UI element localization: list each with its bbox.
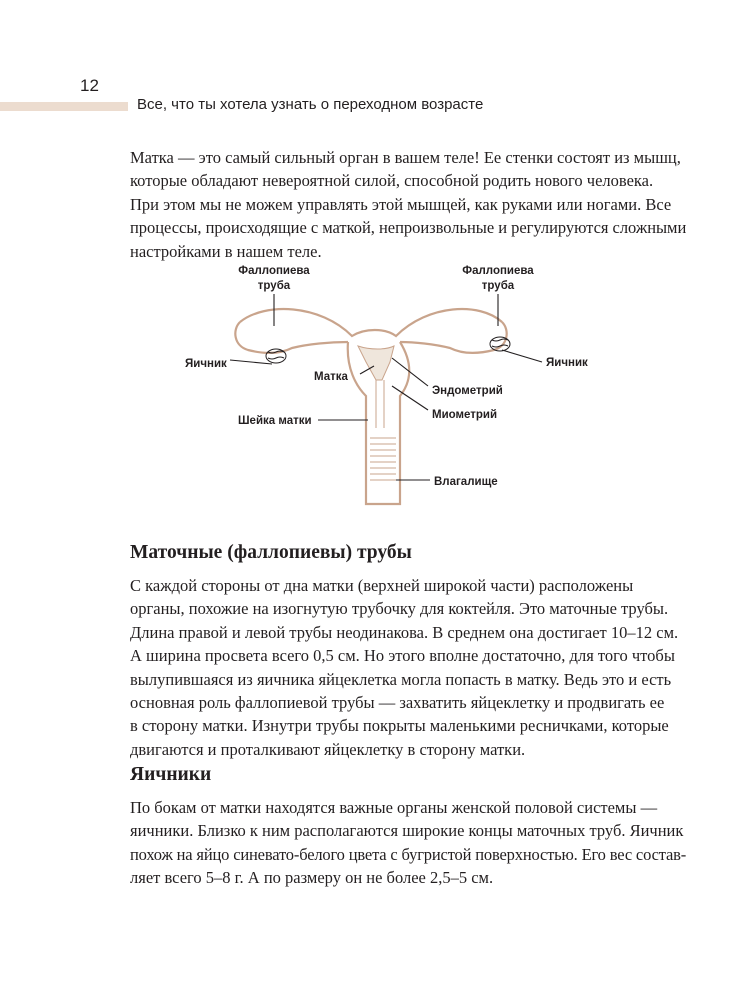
tubes-paragraph — [130, 574, 686, 761]
text-line: Длина правой и левой трубы неодинакова. В среднем она достигает 10–12 см. — [130, 622, 679, 642]
vagina-rugae — [370, 438, 396, 480]
ovaries-paragraph — [130, 796, 686, 890]
label-tube-left-1: Фаллопиева — [238, 265, 310, 277]
text-line: в сторону матки. Изнутри трубы покрыты маленькими ресничками, которые — [130, 716, 669, 736]
label-myometrium: Миометрий — [432, 409, 498, 421]
text-line: ляет всего 5–8 г. А по размеру он не более 2,5–5 см. — [130, 868, 494, 888]
uterus-outline — [235, 309, 506, 504]
text-line: двигаются и проталкивают яйцеклетку в сторону матки. — [130, 739, 526, 759]
text-line: настройками в нашем теле. — [130, 241, 322, 261]
tubes-heading: Маточные (фаллопиевы) трубы — [130, 542, 412, 563]
endometrium-shape — [358, 346, 394, 380]
page-number: 12 — [80, 76, 99, 95]
text-line: С каждой стороны от дна матки (верхней широкой части) расположены — [130, 576, 634, 595]
text-line: органы, похожие на изогнутую трубочку для коктейля. Это маточные трубы. — [130, 599, 669, 619]
label-tube-left-2: труба — [257, 280, 291, 292]
text-line: основная роль фаллопиевой трубы — захватить яйцеклетку и продвигать ее — [130, 693, 665, 713]
text-line: вылупившаяся из яичника яйцеклетка могла попасть в матку. Ведь это и есть — [130, 669, 672, 689]
ovaries-heading: Яичники — [130, 764, 212, 785]
label-uterus: Матка — [314, 371, 348, 383]
cervix-canal — [376, 380, 384, 428]
text-line: яичники. Близко к ним располагаются широкие концы маточных труб. Яичник — [130, 821, 684, 841]
text-line: которые обладают невероятной силой, способной родить нового человека. — [130, 171, 654, 191]
text-line: процессы, происходящие с маткой, непроизвольные и регулируются сложными — [130, 218, 687, 238]
ovary-right-shape — [490, 337, 510, 351]
intro-paragraph — [130, 146, 686, 263]
running-title: Все, что ты хотела узнать о переходном возрасте — [137, 96, 484, 113]
label-tube-right-1: Фаллопиева — [462, 265, 534, 277]
text-line: А ширина просвета всего 0,5 см. Но этого вполне достаточно, для того чтобы — [130, 646, 675, 666]
label-vagina: Влагалище — [434, 476, 498, 488]
text-line: При этом мы не можем управлять этой мышцей, как руками или ногами. Все — [130, 194, 672, 214]
header-decor-bar — [0, 102, 128, 111]
uterus-diagram — [180, 258, 588, 520]
label-endometrium: Эндометрий — [432, 385, 503, 397]
label-ovary-right: Яичник — [546, 357, 588, 369]
ovary-left-shape — [266, 349, 286, 363]
text-line: Матка — это самый сильный орган в вашем теле! Ее стенки состоят из мышц, — [130, 148, 681, 167]
text-line: похож на яйцо синевато-белого цвета с бугристой поверхностью. Его вес состав- — [130, 844, 687, 864]
label-cervix: Шейка матки — [238, 415, 312, 427]
label-ovary-left: Яичник — [185, 358, 227, 370]
label-tube-right-2: труба — [481, 280, 515, 292]
text-line: По бокам от матки находятся важные органы женской половой системы — — [130, 798, 658, 817]
